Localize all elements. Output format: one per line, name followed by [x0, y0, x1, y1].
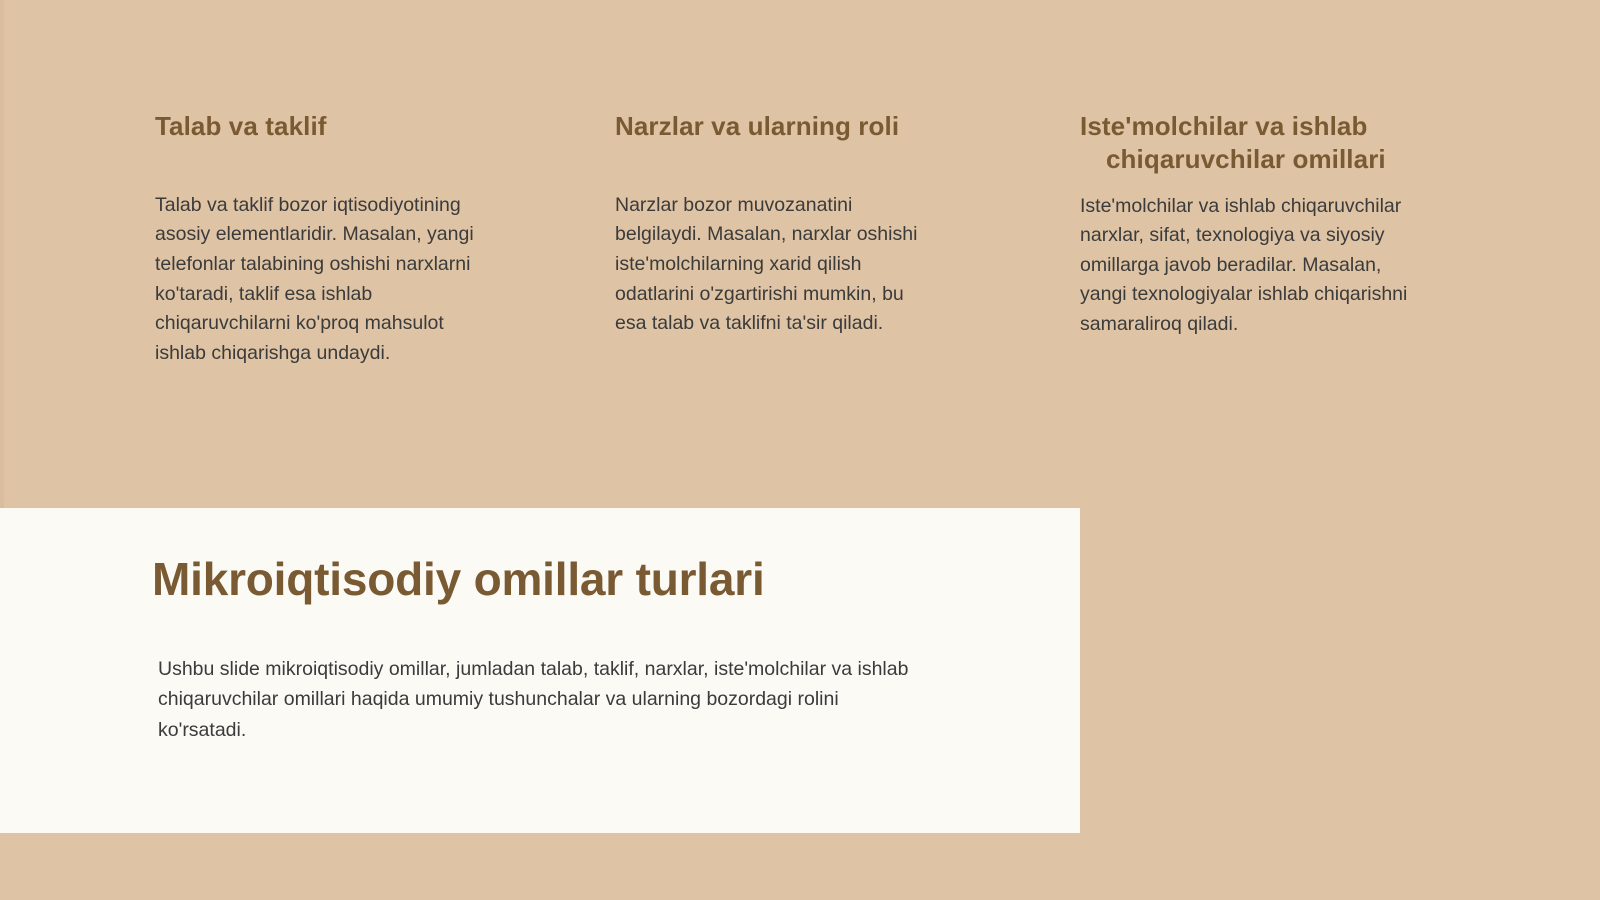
summary-card — [0, 508, 1080, 833]
column-1-body: Talab va taklif bozor iqtisodiyotining asosiy elementlaridir. Masalan, yangi telefonlar talabining oshishi narxlarni ko'taradi, taklif esa ishlab chiqaruvchilarni ko'proq mahsulot ishlab chiqarishga undaydi. — [155, 193, 474, 364]
column-2-body: Narzlar bozor muvozanatini belgilaydi. Masalan, narxlar oshishi iste'molchilarning xarid qilish odatlarini o'zgartirishi mumkin, bu esa talab va taklifni ta'sir qiladi. — [615, 193, 918, 335]
column-3-title-line2: chiqaruvchilar omillari — [1106, 143, 1386, 174]
column-3-title — [1080, 110, 1430, 176]
column-istemolchilar-va-ishlab-chiqaruvchilar — [1080, 110, 1430, 340]
column-narzlar-va-ularning-roli — [615, 110, 955, 339]
column-talab-va-taklif — [155, 110, 505, 369]
column-3-title-line1: Iste'molchilar va ishlab — [1080, 111, 1368, 141]
column-2-title: Narzlar va ularning roli — [615, 111, 900, 141]
slide-bottom-band — [0, 833, 1600, 900]
page-title: Mikroiqtisodiy omillar turlari — [152, 553, 765, 605]
column-3-body: Iste'molchilar va ishlab chiqaruvchilar narxlar, sifat, texnologiya va siyosiy omillarga javob beradilar. Masalan, yangi texnologiyalar ishlab chiqarishni samaraliroq qiladi. — [1080, 194, 1408, 335]
column-1-title: Talab va taklif — [155, 111, 327, 141]
summary-card-body: Ushbu slide mikroiqtisodiy omillar, jumladan talab, taklif, narxlar, iste'molchilar va ishlab chiqaruvchilar omillari haqida umumiy tushunchalar va ularning bozordagi rolini ko'rsatadi. — [158, 658, 909, 741]
